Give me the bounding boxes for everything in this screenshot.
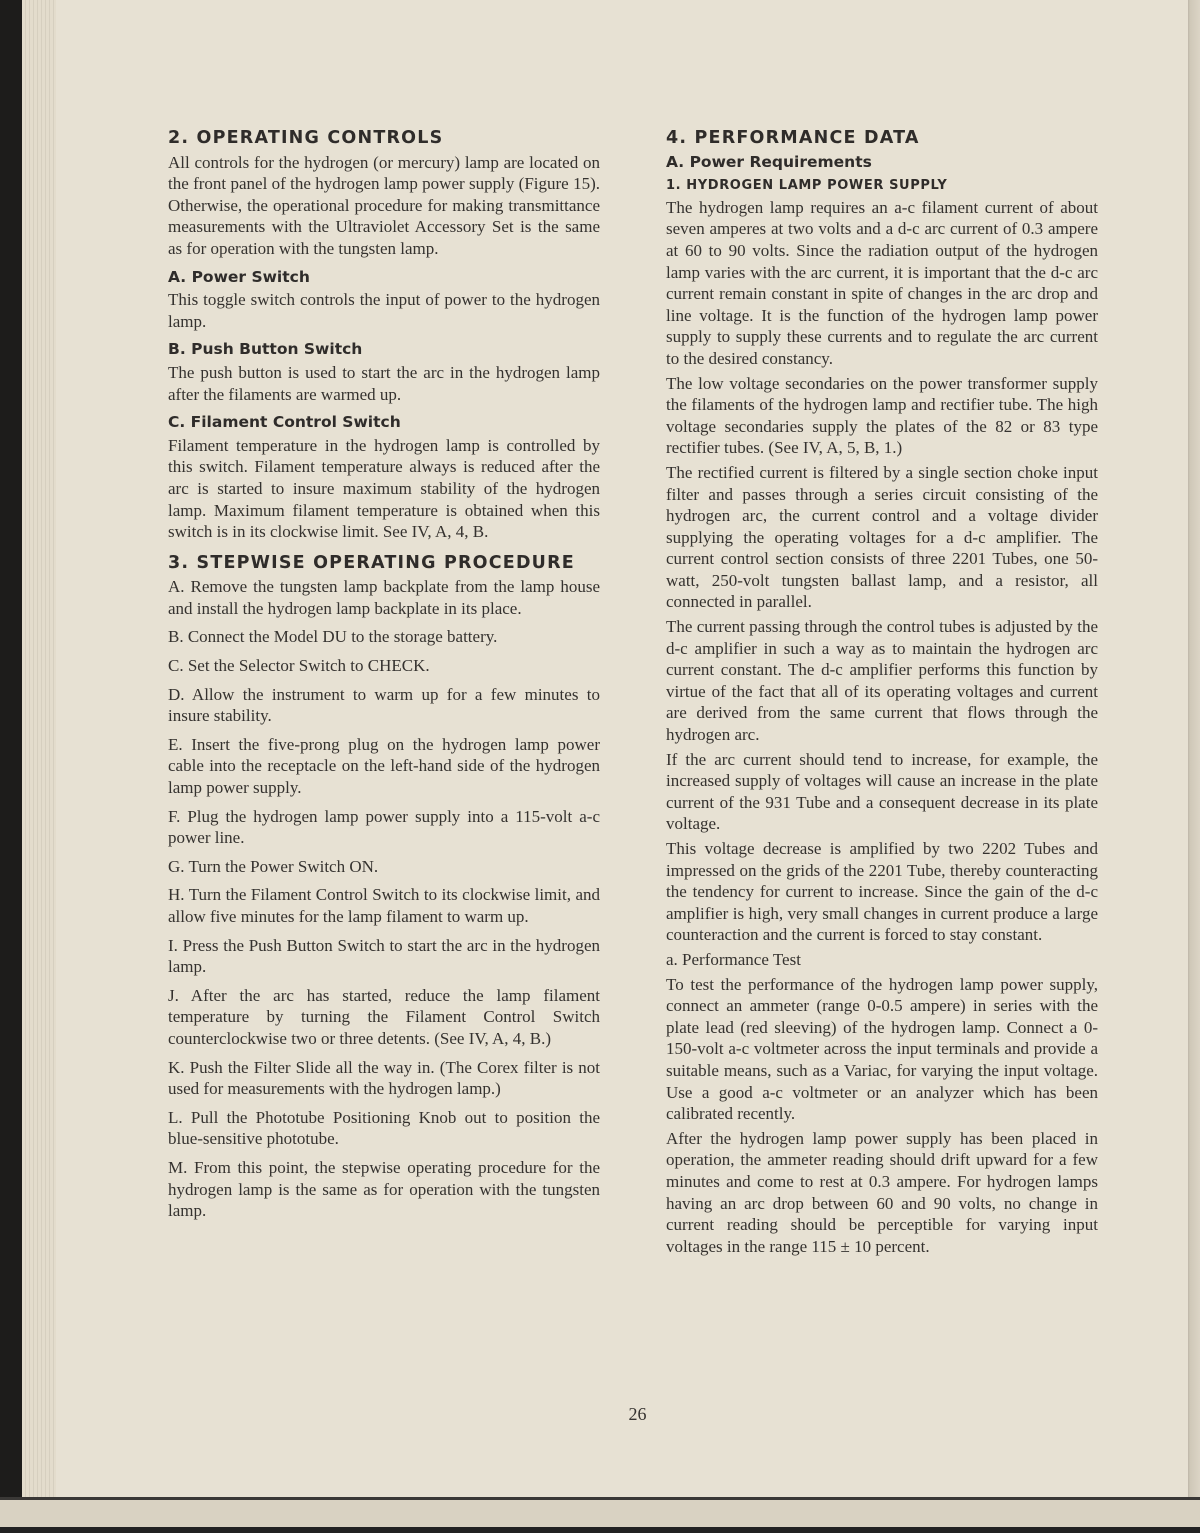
step: K. Push the Filter Slide all the way in. (The Corex filter is not used for measurements with the hydrogen lamp.) bbox=[168, 1057, 600, 1099]
right-page-edge bbox=[1186, 0, 1200, 1533]
step: E. Insert the five-prong plug on the hydrogen lamp power cable into the receptacle on the left-hand side of the hydrogen lamp power supply. bbox=[168, 734, 600, 798]
subheading: A. Power Switch bbox=[168, 267, 310, 286]
paragraph: Filament temperature in the hydrogen lamp is controlled by this switch. Filament temperature always is reduced after the arc is started to insure maximum stability of the hydrogen lamp. Maximum filament temperature is obtained when this switch is in its clockwise limit. See IV, A, 4, B. bbox=[168, 435, 600, 542]
step: G. Turn the Power Switch ON. bbox=[168, 856, 379, 876]
step: M. From this point, the stepwise operating procedure for the hydrogen lamp is the same as for operation with the tungsten lamp. bbox=[168, 1157, 600, 1221]
paragraph: The low voltage secondaries on the power transformer supply the filaments of the hydrogen lamp and rectifier tube. The high voltage secondaries supply the plates of the 82 or 83 type rectifier tubes. (See IV, A, 5, B, 1.) bbox=[666, 373, 1098, 458]
paragraph: The rectified current is filtered by a single section choke input filter and passes through a series circuit consisting of the hydrogen arc, the current control and a voltage divider supplying the operating voltages for a d-c amplifier. The current control section consists of three 2201 Tubes, one 50-watt, 250-volt tungsten ballast lamp, and a resistor, all connected in parallel. bbox=[666, 462, 1098, 612]
page-number: 26 bbox=[628, 1404, 647, 1424]
right-column bbox=[666, 128, 1098, 1260]
paragraph: If the arc current should tend to increase, for example, the increased supply of voltages will cause an increase in the plate current of the 931 Tube and a consequent decrease in its plate voltage. bbox=[666, 749, 1098, 834]
step: L. Pull the Phototube Positioning Knob out to position the blue-sensitive phototube. bbox=[168, 1107, 600, 1149]
left-column bbox=[168, 128, 600, 1229]
step: I. Press the Push Button Switch to start the arc in the hydrogen lamp. bbox=[168, 935, 600, 977]
paragraph: The push button is used to start the arc in the hydrogen lamp after the filaments are warmed up. bbox=[168, 362, 600, 404]
subheading: B. Push Button Switch bbox=[168, 340, 363, 359]
step: C. Set the Selector Switch to CHECK. bbox=[168, 656, 430, 676]
step: H. Turn the Filament Control Switch to its clockwise limit, and allow five minutes for the lamp filament to warm up. bbox=[168, 885, 600, 926]
paragraph: This voltage decrease is amplified by two 2202 Tubes and impressed on the grids of the 2201 Tube, thereby counteracting the tendency for current to increase. Since the gain of the d-c amplifier is high, very small changes in current produce a large counteraction and the current is forced to stay constant. bbox=[666, 839, 1098, 945]
paragraph: The current passing through the control tubes is adjusted by the d-c amplifier in such a way as to maintain the hydrogen arc current constant. The d-c amplifier performs this function by virtue of the fact that all of its operating voltages and current are derived from the same current that flows through the hydrogen arc. bbox=[666, 617, 1098, 745]
subheading: A. Power Requirements bbox=[666, 152, 872, 171]
step: J. After the arc has started, reduce the lamp filament temperature by turning the Filament Control Switch counterclockwise two or three detents. (See IV, A, 4, B.) bbox=[168, 985, 600, 1048]
subheading: C. Filament Control Switch bbox=[168, 413, 401, 432]
bottom-page-edge bbox=[0, 1497, 1200, 1533]
section-heading: 4. PERFORMANCE DATA bbox=[666, 128, 920, 148]
paragraph: After the hydrogen lamp power supply has been placed in operation, the ammeter reading should drift upward for a few minutes and come to rest at 0.3 ampere. For hydrogen lamps having an arc drop between 60 and 90 volts, no change in current reading should be perceptible for varying input voltages in the range 115 ± 10 percent. bbox=[666, 1128, 1098, 1256]
step: F. Plug the hydrogen lamp power supply into a 115-volt a-c power line. bbox=[168, 806, 600, 848]
step: B. Connect the Model DU to the storage battery. bbox=[168, 627, 498, 647]
paragraph: All controls for the hydrogen (or mercury) lamp are located on the front panel of the hydrogen lamp power supply (Figure 15). Otherwise, the operational procedure for making transmittance measurements with the Ultraviolet Accessory Set is the same as for operation with the tungsten lamp. bbox=[168, 152, 600, 258]
section-heading: 2. OPERATING CONTROLS bbox=[168, 128, 444, 148]
paragraph: To test the performance of the hydrogen lamp power supply, connect an ammeter (range 0-0.5 ampere) in series with the plate lead (red sleeving) of the hydrogen lamp. Connect a 0-150-volt a-c voltmeter across the input terminals and provide a suitable means, such as a Variac, for varying the input voltage. Use a good a-c voltmeter or an analyzer which has been calibrated recently. bbox=[666, 974, 1098, 1124]
book-binding bbox=[0, 0, 22, 1533]
paragraph: This toggle switch controls the input of power to the hydrogen lamp. bbox=[168, 290, 600, 331]
section-heading: 3. STEPWISE OPERATING PROCEDURE bbox=[168, 552, 575, 573]
page-edges bbox=[22, 0, 56, 1500]
paragraph: The hydrogen lamp requires an a-c filament current of about seven amperes at two volts and a d-c arc current of 0.3 ampere at 60 to 90 volts. Since the radiation output of the hydrogen lamp varies with the arc current, it is important that the d-c arc current remain constant in spite of changes in the arc drop and line voltage. It is the function of the hydrogen lamp power supply to supply these currents and to regulate the arc current to the desired constancy. bbox=[666, 197, 1098, 368]
step: D. Allow the instrument to warm up for a few minutes to insure stability. bbox=[168, 684, 600, 726]
paragraph-heading: a. Performance Test bbox=[666, 949, 801, 969]
sub-subheading: 1. HYDROGEN LAMP POWER SUPPLY bbox=[666, 178, 948, 194]
step: A. Remove the tungsten lamp backplate from the lamp house and install the hydrogen lamp backplate in its place. bbox=[168, 577, 600, 618]
